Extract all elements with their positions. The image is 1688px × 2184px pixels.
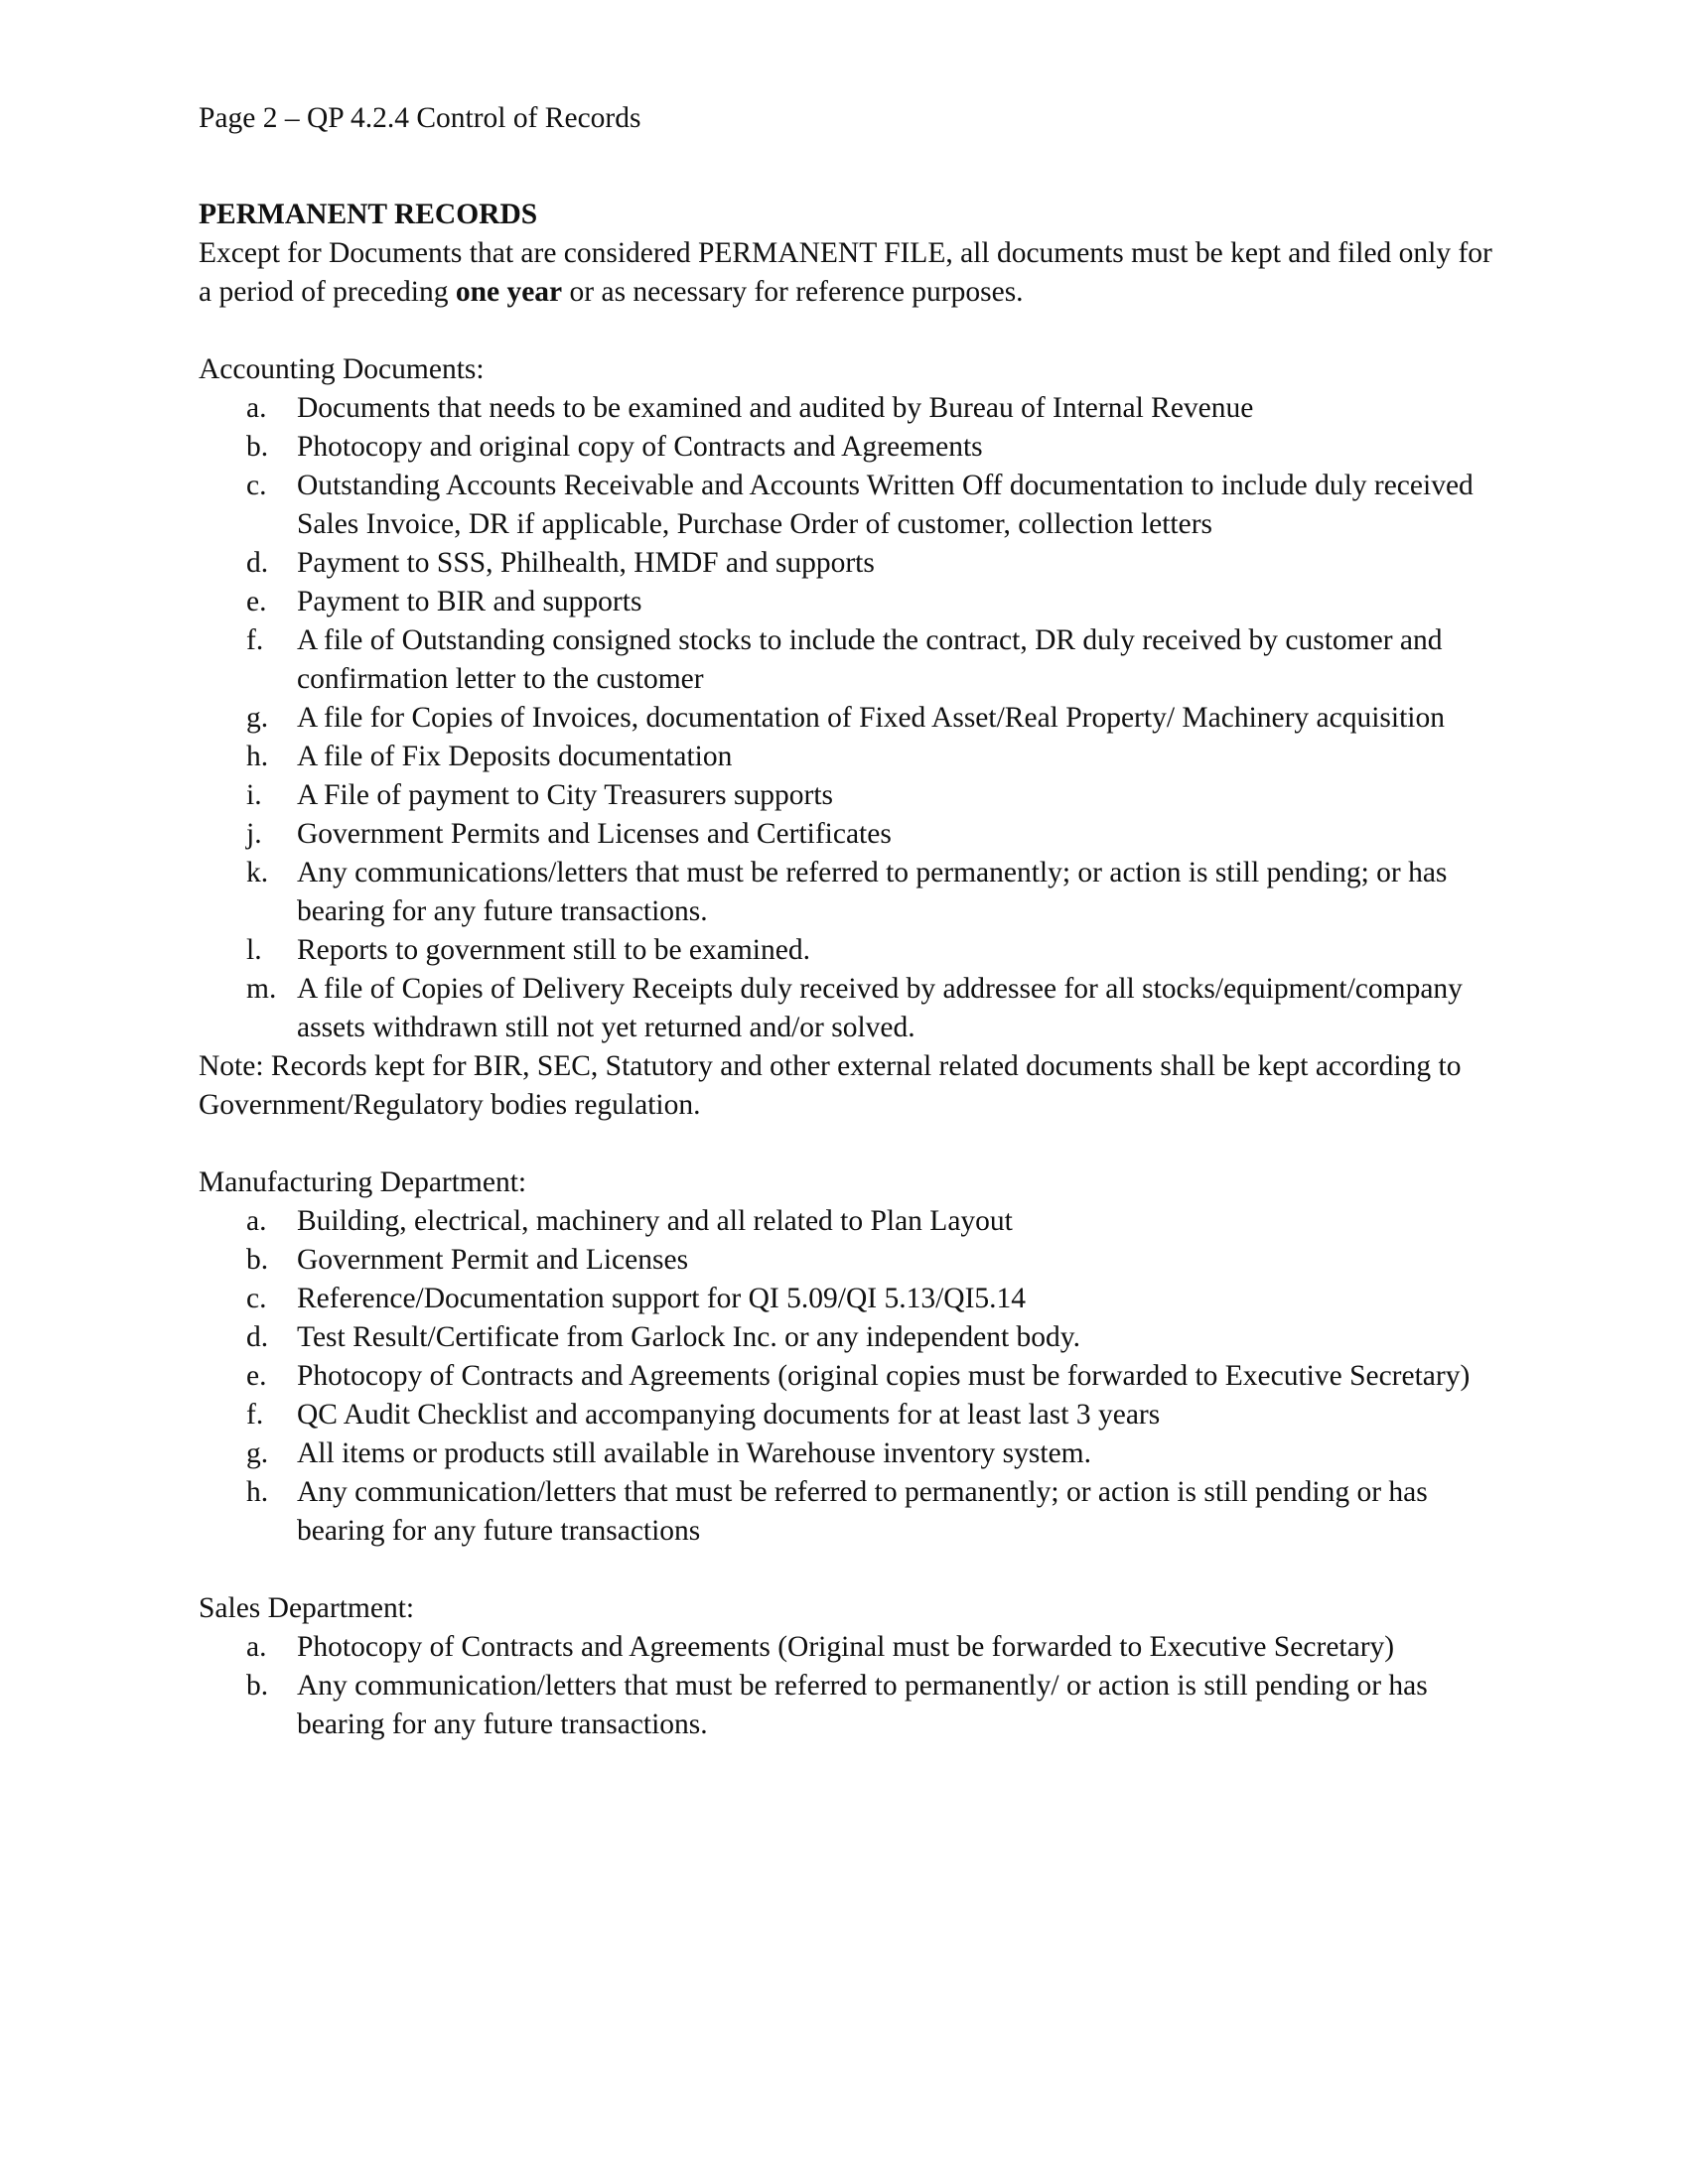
list-item <box>199 776 1509 815</box>
list-item-text: Payment to BIR and supports <box>297 586 642 617</box>
list-marker: e. <box>246 1360 267 1392</box>
list-item-text: Any communication/letters that must be referred to permanently/ or action is still pending or has bearing for any future transactions. <box>297 1670 1428 1740</box>
intro-text-end: or as necessary for reference purposes. <box>562 276 1024 308</box>
list-item <box>199 1667 1509 1744</box>
list-item-text: A file for Copies of Invoices, documentation of Fixed Asset/Real Property/ Machinery acquisition <box>297 702 1446 734</box>
list-item <box>199 467 1509 544</box>
list-item <box>199 544 1509 583</box>
list-marker: b. <box>246 1244 269 1276</box>
list-item-text: Reports to government still to be examined. <box>297 934 810 966</box>
list-item-text: Building, electrical, machinery and all related to Plan Layout <box>297 1205 1013 1237</box>
list-item-text: Payment to SSS, Philhealth, HMDF and supports <box>297 547 875 579</box>
list-marker: b. <box>246 431 269 463</box>
sales-title: Sales Department: <box>199 1592 415 1624</box>
accounting-title: Accounting Documents: <box>199 353 485 385</box>
list-item <box>199 1434 1509 1473</box>
list-item-text: Reference/Documentation support for QI 5.09/QI 5.13/QI5.14 <box>297 1283 1027 1314</box>
intro-bold-text: one year <box>455 276 563 308</box>
list-item-text: A file of Copies of Delivery Receipts duly received by addressee for all stocks/equipment/company assets withdrawn still not yet returned and/or solved. <box>297 973 1463 1043</box>
list-item-text: Documents that needs to be examined and audited by Bureau of Internal Revenue <box>297 392 1254 424</box>
list-marker: a. <box>246 1205 267 1237</box>
list-item <box>199 931 1509 970</box>
list-marker: c. <box>246 1283 267 1314</box>
list-item <box>199 389 1509 428</box>
list-marker: d. <box>246 1321 269 1353</box>
list-item <box>199 621 1509 699</box>
list-item-text: Photocopy and original copy of Contracts and Agreements <box>297 431 983 463</box>
list-item <box>199 1473 1509 1551</box>
list-item <box>199 1357 1509 1396</box>
list-item-text: Any communication/letters that must be referred to permanently; or action is still pending or has bearing for any future transactions <box>297 1476 1428 1547</box>
intro-paragraph <box>199 234 1509 312</box>
list-item <box>199 1280 1509 1318</box>
list-marker: l. <box>246 934 262 966</box>
list-item-text: All items or products still available in Warehouse inventory system. <box>297 1437 1091 1469</box>
manufacturing-list <box>199 1202 1509 1551</box>
list-item <box>199 428 1509 467</box>
list-marker: f. <box>246 624 264 656</box>
accounting-list <box>199 389 1509 1047</box>
list-item <box>199 1241 1509 1280</box>
manufacturing-title: Manufacturing Department: <box>199 1166 527 1198</box>
list-marker: j. <box>246 818 262 850</box>
list-item-text: Government Permit and Licenses <box>297 1244 689 1276</box>
list-item-text: A File of payment to City Treasurers supports <box>297 779 834 811</box>
list-marker: h. <box>246 1476 269 1508</box>
list-marker: c. <box>246 470 267 501</box>
list-marker: b. <box>246 1670 269 1702</box>
list-item-text: Any communications/letters that must be referred to permanently; or action is still pending; or has bearing for any future transactions. <box>297 857 1448 927</box>
list-item-text: A file of Fix Deposits documentation <box>297 741 733 772</box>
list-item <box>199 738 1509 776</box>
list-item <box>199 1628 1509 1667</box>
list-item-text: A file of Outstanding consigned stocks to include the contract, DR duly received by customer and confirmation letter to the customer <box>297 624 1443 695</box>
list-item-text: Outstanding Accounts Receivable and Accounts Written Off documentation to include duly received Sales Invoice, DR if applicable, Purchase Order of customer, collection letters <box>297 470 1474 540</box>
list-marker: a. <box>246 392 267 424</box>
list-marker: g. <box>246 1437 269 1469</box>
document-page <box>199 99 1509 1744</box>
list-marker: f. <box>246 1399 264 1431</box>
list-item-text: Photocopy of Contracts and Agreements (original copies must be forwarded to Executive Secretary) <box>297 1360 1471 1392</box>
list-item-text: QC Audit Checklist and accompanying documents for at least last 3 years <box>297 1399 1161 1431</box>
accounting-note: Note: Records kept for BIR, SEC, Statutory and other external related documents shall be kept according to Government/Regulatory bodies regulation. <box>199 1050 1462 1121</box>
list-item <box>199 1396 1509 1434</box>
list-item-text: Photocopy of Contracts and Agreements (Original must be forwarded to Executive Secretary) <box>297 1631 1395 1663</box>
list-item <box>199 699 1509 738</box>
list-marker: k. <box>246 857 269 888</box>
list-marker: g. <box>246 702 269 734</box>
list-marker: d. <box>246 547 269 579</box>
list-marker: a. <box>246 1631 267 1663</box>
sales-list <box>199 1628 1509 1744</box>
page-header: Page 2 – QP 4.2.4 Control of Records <box>199 102 641 134</box>
list-item <box>199 583 1509 621</box>
list-item <box>199 970 1509 1047</box>
section-title: PERMANENT RECORDS <box>199 199 538 230</box>
list-marker: e. <box>246 586 267 617</box>
list-item <box>199 854 1509 931</box>
list-item-text: Test Result/Certificate from Garlock Inc. or any independent body. <box>297 1321 1080 1353</box>
list-marker: i. <box>246 779 262 811</box>
list-item <box>199 1202 1509 1241</box>
list-item-text: Government Permits and Licenses and Certificates <box>297 818 892 850</box>
intro-text: Except for Documents that are considered PERMANENT FILE, all documents must be kept and filed only for a period of preceding <box>199 237 1492 308</box>
list-item <box>199 1318 1509 1357</box>
list-marker: h. <box>246 741 269 772</box>
list-item <box>199 815 1509 854</box>
list-marker: m. <box>246 973 277 1005</box>
